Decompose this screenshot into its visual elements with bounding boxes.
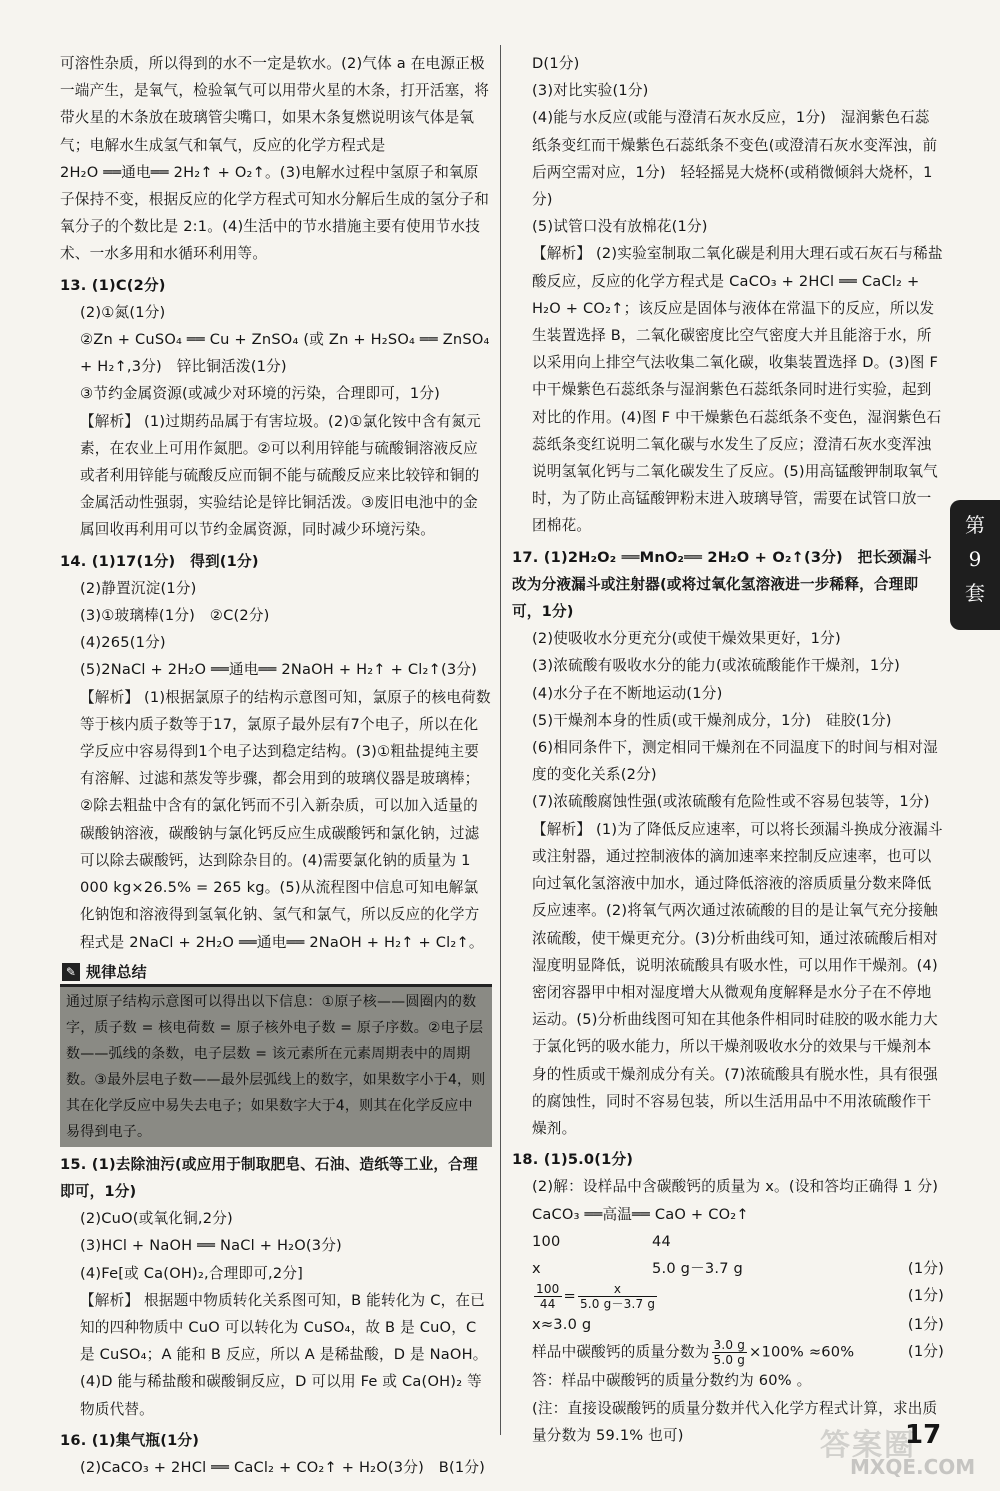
tab-text: 9 xyxy=(968,547,982,571)
analysis-paragraph: 【解析】 根据题中物质转化关系图可知，B 能转化为 C，在已知的四种物质中 CuO 可以转化为 CuSO₄，故 B 是 CuO，C 是 CuSO₄；A 能和 B 反应，所以 A 是稀盐酸，D 是 NaOH。(4)D 能与稀盐酸和碳酸铜反应，D 可以用 Fe 或 Ca(OH)₂ 等物质代替。 xyxy=(80,1291,488,1418)
answer-line: (3)浓硫酸有吸收水分的能力(或浓硫酸能作干燥剂，1分) xyxy=(532,657,901,675)
unknown-var: x xyxy=(532,1259,541,1277)
answer-line: (3)对比实验(1分) xyxy=(532,82,649,100)
question-15: 15. (1)去除油污(或应用于制取肥皂、石油、造纸等工业，合理即可，1分) xyxy=(60,1155,478,1200)
note-line: (注：直接设碳酸钙的质量分数并代入化学方程式计算，求出质量分数为 59.1% 也可) xyxy=(532,1399,938,1444)
equation-line: CaCO₃ ══高温══ CaO + CO₂↑ xyxy=(532,1205,749,1223)
answer-line: (6)相同条件下，测定相同干燥剂在不同温度下的时间与相对湿度的变化关系(2分) xyxy=(532,739,938,784)
answer-line: (3)HCl + NaOH ══ NaCl + H₂O(3分) xyxy=(80,1237,342,1255)
watermark: 答案圈 xyxy=(820,1428,916,1463)
column-divider xyxy=(500,45,501,1435)
answer-line: (5)干燥剂本身的性质(或干燥剂成分，1分) 硅胶(1分) xyxy=(532,711,892,729)
tab-text: 第 xyxy=(965,513,985,537)
mass-fraction-label: 样品中碳酸钙的质量分数为 xyxy=(532,1343,710,1361)
rule-summary-box: 通过原子结构示意图可以得出以下信息：①原子核——圆圈内的数字，质子数 = 核电荷数 = 原子核外电子数 = 原子序数。②电子层数——弧线的条数，电子层数 = 该元素所在元素周期表中的周期数。③最外层电子数——最外层弧线上的数字，如果数字小于4，则其在化学反应中易失去电子；如果数字大于4，则其在化学反应中易得到电子。 xyxy=(60,987,492,1147)
answer-line: (3)①玻璃棒(1分) ②C(2分) xyxy=(80,607,270,625)
answer-line: (7)浓硫酸腐蚀性强(或浓硫酸有危险性或不容易包装等，1分) xyxy=(532,793,930,811)
answer-line: ②Zn + CuSO₄ ══ Cu + ZnSO₄ (或 Zn + H₂SO₄ ══ ZnSO₄ + H₂↑,3分) 锌比铜活泼(1分) xyxy=(80,331,490,376)
answer-line: (4)能与水反应(或能与澄清石灰水反应，1分) 湿润紫色石蕊纸条变红而干燥紫色石蕊纸条不变色(或澄清石灰水变浑浊，前后两空需对应，1分) 轻轻摇晃大烧杯(或稍微倾斜大烧杯，1分) xyxy=(532,109,938,209)
question-16: 16. (1)集气瓶(1分) xyxy=(60,1431,200,1449)
points: (1分) xyxy=(907,1343,944,1361)
analysis-paragraph: 【解析】 (1)根据氯原子的结构示意图可知，氯原子的核电荷数等于核内质子数等于17，氯原子最外层有7个电子，所以在化学反应中容易得到1个电子达到稳定结构。(3)①粗盐提纯主要有溶解、过滤和蒸发等步骤，都会用到的玻璃仪器是玻璃棒；②除去粗盐中含有的氯化钙而不引入新杂质，可以加入适量的碳酸钠溶液，碳酸钠与氯化钙反应生成碳酸钙和氯化钠，过滤可以除去碳酸钙，达到除杂目的。(4)需要氯化钠的质量为 1 000 kg×26.5% = 265 kg。(5)从流程图中信息可知电解氯化钠饱和溶液得到氢氧化钠、氢气和氯气，所以反应的化学方程式是 2NaCl + 2H₂O ══通电══ 2NaOH + H₂↑ + Cl₂↑。 xyxy=(80,688,491,951)
tab-text: 套 xyxy=(965,581,985,605)
fraction: $\frac{100}{44}$ xyxy=(536,1282,560,1312)
right-column xyxy=(512,50,944,1449)
result: x≈3.0 g xyxy=(532,1316,592,1334)
molar-mass: 100 xyxy=(532,1232,561,1250)
answer-line: ③节约金属资源(或减少对环境的污染，合理即可，1分) xyxy=(80,385,441,403)
answer-line: (4)水分子在不断地运动(1分) xyxy=(532,684,723,702)
equation-row xyxy=(512,1311,944,1338)
molar-mass: 44 xyxy=(652,1232,671,1250)
analysis-paragraph: 【解析】 (1)过期药品属于有害垃圾。(2)①氯化铵中含有氮元素，在农业上可用作氮肥。②可以利用锌能与硫酸铜溶液反应或者利用锌能与硫酸反应而铜不能与硫酸反应来比较锌和铜的金属活动性强弱，实验结论是锌比铜活泼。③废旧电池中的金属回收再利用可以节约金属资源，同时减少环境污染。 xyxy=(80,412,481,539)
answer-line: D(1分) xyxy=(532,55,580,72)
question-14: 14. (1)17(1分) 得到(1分) xyxy=(60,552,259,570)
answer-line: (4)Fe[或 Ca(OH)₂,合理即可,2分] xyxy=(80,1264,304,1282)
analysis-paragraph: 【解析】 (1)为了降低反应速率，可以将长颈漏斗换成分液漏斗或注射器，通过控制液体的滴加速率来控制反应速率，也可以向过氧化氢溶液中加水，通过降低溶液的溶质质量分数来降低反应速率。(2)将氧气两次通过浓硫酸的目的是让氧气充分接触浓硫酸，使干燥更充分。(3)分析曲线可知，通过浓硫酸后相对湿度明显降低，说明浓硫酸具有吸水性，可以用作干燥剂。(4)密闭容器甲中相对湿度增大从微观角度解释是水分子在不停地运动。(5)分析曲线图可知在其他条件相同时硅胶的吸水能力大于氯化钙的吸水能力，所以干燥剂吸收水分的效果与干燥剂本身的性质或干燥剂成分有关。(7)浓硫酸具有脱水性，具有很强的腐蚀性，同时不容易包装，所以生活用品中不用浓硫酸作干燥剂。 xyxy=(532,820,943,1137)
set-tab xyxy=(950,500,1000,630)
equation-row xyxy=(512,1338,944,1367)
mass-diff: 5.0 g－3.7 g xyxy=(652,1259,744,1277)
fraction: $\frac{3.0 g}{5.0 g}$ xyxy=(713,1338,746,1368)
rule-summary-title: 规律总结 xyxy=(86,962,147,981)
pencil-icon: ✎ xyxy=(62,963,80,981)
points: (1分) xyxy=(907,1287,944,1305)
watermark-url: MXQE.COM xyxy=(850,1455,976,1479)
points: (1分) xyxy=(907,1259,944,1277)
equation-row xyxy=(512,1228,944,1255)
answer-line: (2)CaCO₃ + 2HCl ══ CaCl₂ + CO₂↑ + H₂O(3分) B(1分) xyxy=(80,1458,486,1476)
rule-summary-header xyxy=(60,960,492,987)
answer-line: (2)解：设样品中含碳酸钙的质量为 x。(设和答均正确得 1 分) xyxy=(532,1178,939,1196)
question-17: 17. (1)2H₂O₂ ══MnO₂══ 2H₂O + O₂↑(3分) 把长颈漏斗改为分液漏斗或注射器(或将过氧化氢溶液进一步稀释，合理即可，1分) xyxy=(512,548,932,621)
answer-line: (2)使吸收水分更充分(或使干燥效果更好，1分) xyxy=(532,630,841,648)
left-column xyxy=(60,50,492,1481)
mass-fraction-value: ×100% ≈60% xyxy=(749,1343,855,1361)
answer-line: (5)2NaCl + 2H₂O ══通电══ 2NaOH + H₂↑ + Cl₂↑(3分) xyxy=(80,661,478,679)
question-18: 18. (1)5.0(1分) xyxy=(512,1151,634,1169)
answer-line: (2)CuO(或氧化铜,2分) xyxy=(80,1210,233,1228)
text-paragraph: 2H₂O ══通电══ 2H₂↑ + O₂↑。(3)电解水过程中氢原子和氧原子保持不变，根据反应的化学方程式可知水分解后生成的氢分子和氧分子的个数比是 2:1。(4)生活中的节水措施主要有使用节水技术、一水多用和水循环利用等。 xyxy=(60,163,490,263)
fraction: $\frac{x}{5.0 g-3.7 g}$ xyxy=(579,1282,656,1312)
equation-row xyxy=(512,1255,944,1282)
text-paragraph: 可溶性杂质，所以得到的水不一定是软水。(2)气体 a 在电源正极一端产生，是氧气，检验氧气可以用带火星的木条，打开活塞，将带火星的木条放在玻璃管尖嘴口，如果木条复燃说明该气体是氧气；电解水生成氢气和氧气，反应的化学方程式是 xyxy=(60,55,490,154)
answer-line: 答：样品中碳酸钙的质量分数约为 60% 。 xyxy=(532,1372,812,1390)
points: (1分) xyxy=(907,1316,944,1334)
equation-row: $\frac{100}{44}$ = $\frac{x}{5.0 g-3.7 g}$ (1分) xyxy=(536,1282,944,1312)
answer-line: (4)265(1分) xyxy=(80,634,166,652)
analysis-paragraph: 【解析】 (2)实验室制取二氧化碳是利用大理石或石灰石与稀盐酸反应，反应的化学方程式是 CaCO₃ + 2HCl ══ CaCl₂ + H₂O + CO₂↑；该反应是固体与液体在常温下的反应，所以发生装置选择 B，二氧化碳密度比空气密度大并且能溶于水，所以采用向上排空气法收集二氧化碳，收集装置选择 D。(3)图 F 中干燥紫色石蕊纸条与湿润紫色石蕊纸条同时进行实验，起到对比的作用。(4)图 F 中干燥紫色石蕊纸条不变色，湿润紫色石蕊纸条变红说明二氧化碳与水发生了反应；澄清石灰水变浑浊说明氢氧化钙与二氧化碳发生了反应。(5)用高锰酸钾制取氧气时，为了防止高锰酸钾粉末进入玻璃导管，需要在试管口放一团棉花。 xyxy=(532,245,943,535)
question-13: 13. (1)C(2分) xyxy=(60,276,166,294)
answer-line: (5)试管口没有放棉花(1分) xyxy=(532,218,708,236)
page-number: 17 xyxy=(905,1420,942,1450)
answer-line: (2)①氮(1分) xyxy=(80,303,166,321)
answer-line: (2)静置沉淀(1分) xyxy=(80,579,197,597)
